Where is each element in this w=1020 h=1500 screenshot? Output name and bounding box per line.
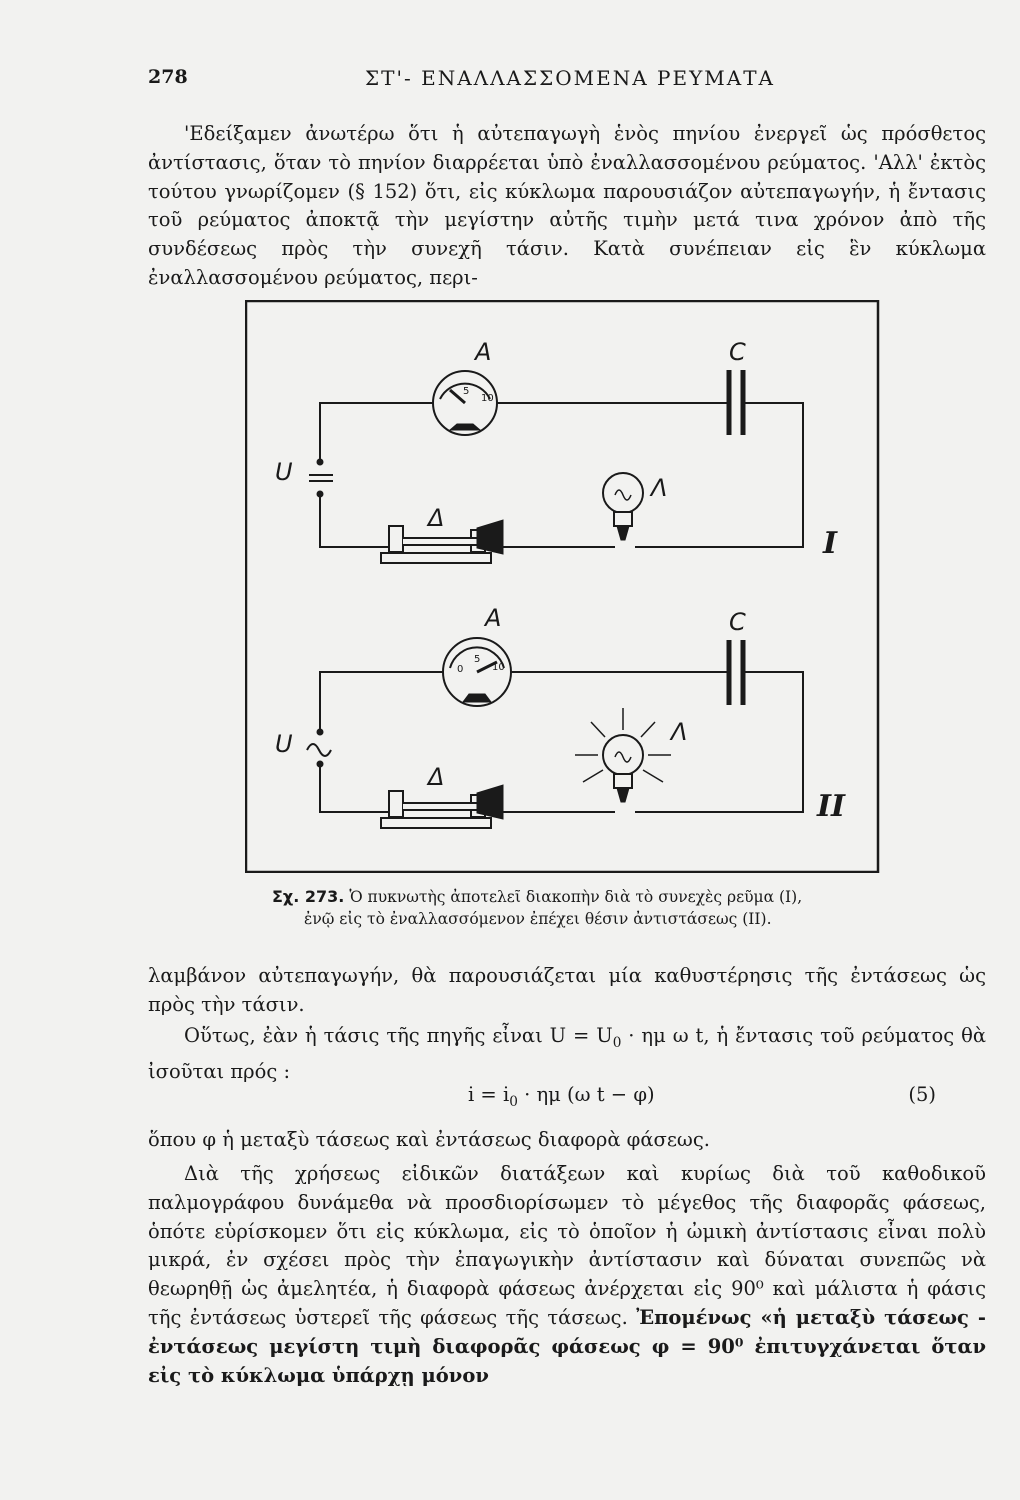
switch-1-label: Δ <box>428 504 445 532</box>
figure-caption <box>272 886 872 930</box>
page-header <box>148 66 1008 96</box>
terminal-dot <box>318 730 323 735</box>
terminal-dot <box>318 492 323 497</box>
ammeter-2-scale-5: 5 <box>474 654 481 665</box>
equation-formula <box>468 1083 655 1110</box>
lamp-1-label: Λ <box>651 474 668 502</box>
page-number: 278 <box>148 66 188 88</box>
lamp-2-label: Λ <box>671 718 688 746</box>
figure-border <box>246 301 878 872</box>
dia-emphasis: Ἐπομένως «ἡ μεταξὺ τάσεως - ἐντάσεως μεγίστη τιμὴ διαφορᾶς φάσεως φ = 90⁰ ἐπιτυγχάνεται ὅταν εἰς τὸ κύκλωμα ὑπάρχῃ μόνον <box>148 1305 986 1387</box>
circuit-2-wire <box>635 672 803 812</box>
equation-post: · ημ (ω t − φ) <box>517 1083 655 1106</box>
circuit-1-roman-label: I <box>823 526 838 561</box>
switch-1-blade <box>403 538 480 545</box>
equation-subscript: 0 <box>509 1093 518 1110</box>
circuit-diagram <box>245 300 880 873</box>
switch-1-clip <box>389 526 403 552</box>
caption-number: Σχ. 273. <box>272 887 345 906</box>
capacitor-1-label: C <box>729 338 746 366</box>
terminal-dot <box>318 762 323 767</box>
ammeter-1-scale-5: 5 <box>463 386 470 397</box>
ammeter-1-label: A <box>475 338 492 366</box>
switch-2-handle <box>477 785 503 819</box>
ac-source-2-icon <box>307 744 331 756</box>
outos-paragraph <box>148 1022 986 1086</box>
circuit-1-wire <box>320 495 390 547</box>
outos-text-pre: Οὕτως, ἐὰν ἡ τάσις τῆς πηγῆς εἶναι U = U <box>184 1024 613 1047</box>
switch-1-handle <box>477 520 503 554</box>
ammeter-2-scale-0: 0 <box>457 664 464 675</box>
source-2-label: U <box>275 730 293 758</box>
switch-2-base <box>381 818 491 828</box>
capacitor-2-label: C <box>729 608 746 636</box>
circuit-2-wire <box>320 765 390 812</box>
dia-paragraph <box>148 1160 986 1390</box>
outos-text-post: · ημ ω t, ἡ ἔντασις τοῦ ρεύματος θὰ ἰσοῦται πρός : <box>148 1024 986 1083</box>
equation-number: (5) <box>908 1083 936 1106</box>
intro-paragraph: 'Εδείξαμεν ἀνωτέρω ὅτι ἡ αὐτεπαγωγὴ ἑνὸς πηνίου ἐνεργεῖ ὡς πρόσθετος ἀντίστασις, ὅταν τὸ πηνίον διαρρέεται ὑπὸ ἐναλλασσομένου ρεύματος. 'Αλλ' ἐκτὸς τούτου γνωρίζομεν (§ 152) ὅτι, εἰς κύκλωμα παρουσιάζον αὐτεπαγωγήν, ἡ ἔντασις τοῦ ρεύματος ἀποκτᾷ τὴν μεγίστην αὐτῆς τιμὴν μετά τινα χρόνον ἀπὸ τῆς συνδέσεως πρὸς τὴν συνεχῆ τάσιν. Κατὰ συνέπειαν εἰς ἓν κύκλωμα ἐναλλασσομένου ρεύματος, περι- <box>148 122 986 289</box>
circuit-2-wire <box>320 672 450 730</box>
outos-subscript: 0 <box>612 1034 622 1051</box>
circuit-2-roman-label: II <box>817 789 846 824</box>
running-title: ΣΤ'- ΕΝΑΛΛΑΣΣΟΜΕΝΑ ΡΕΥΜΑΤΑ <box>365 66 775 90</box>
lamp-1-icon <box>603 473 643 513</box>
ammeter-2-label: A <box>485 604 502 632</box>
lamp-2-icon <box>603 735 643 775</box>
switch-1-base <box>381 553 491 563</box>
switch-2-clip <box>389 791 403 817</box>
circuit-figure <box>245 300 880 873</box>
dia-text: Διὰ τῆς χρήσεως εἰδικῶν διατάξεων καὶ κυρίως διὰ τοῦ καθοδικοῦ παλμογράφου δυνάμεθα νὰ προσδιορίσωμεν τὸ μέγεθος τῆς διαφορᾶς φάσεως, ὁπότε εὑρίσκομεν ὅτι εἰς κύκλωμα, εἰς τὸ ὁποῖον ἡ ὠμικὴ ἀντίστασις εἶναι πολὺ μικρά, ἐν σχέσει πρὸς τὴν ἐπαγωγικὴν ἀντίστασιν καὶ δύναται συνεπῶς νὰ θεωρηθῇ ὡς ἀμελητέα, ἡ διαφορὰ φάσεως ἀνέρχεται εἰς 90⁰ καὶ μάλιστα ἡ φάσις τῆς ἐντάσεως ὑστερεῖ τῆς φάσεως τῆς τάσεως. <box>148 1162 986 1329</box>
switch-2-label: Δ <box>428 763 445 791</box>
continuation-paragraph: λαμβάνον αὐτεπαγωγήν, θὰ παρουσιάζεται μία καθυστέρησις τῆς ἐντάσεως ὡς πρὸς τὴν τάσιν. <box>148 964 986 1016</box>
source-1-label: U <box>275 458 293 486</box>
equation-pre: i = i <box>468 1083 510 1106</box>
opou-paragraph: ὅπου φ ἡ μεταξὺ τάσεως καὶ ἐντάσεως διαφορὰ φάσεως. <box>148 1128 710 1151</box>
caption-line-1: Ὁ πυκνωτὴς ἀποτελεῖ διακοπὴν διὰ τὸ συνεχὲς ρεῦμα (I), <box>349 888 803 906</box>
caption-line-2: ἐνῷ εἰς τὸ ἐναλλασσόμενον ἐπέχει θέσιν ἀντιστάσεως (II). <box>304 910 772 928</box>
equation-5 <box>148 1083 986 1113</box>
circuit-1-wire <box>320 403 440 460</box>
ammeter-2-scale-10: 10 <box>492 662 505 673</box>
ammeter-1-scale-10: 10 <box>481 393 494 404</box>
switch-2-blade <box>403 803 480 810</box>
terminal-dot <box>318 460 323 465</box>
